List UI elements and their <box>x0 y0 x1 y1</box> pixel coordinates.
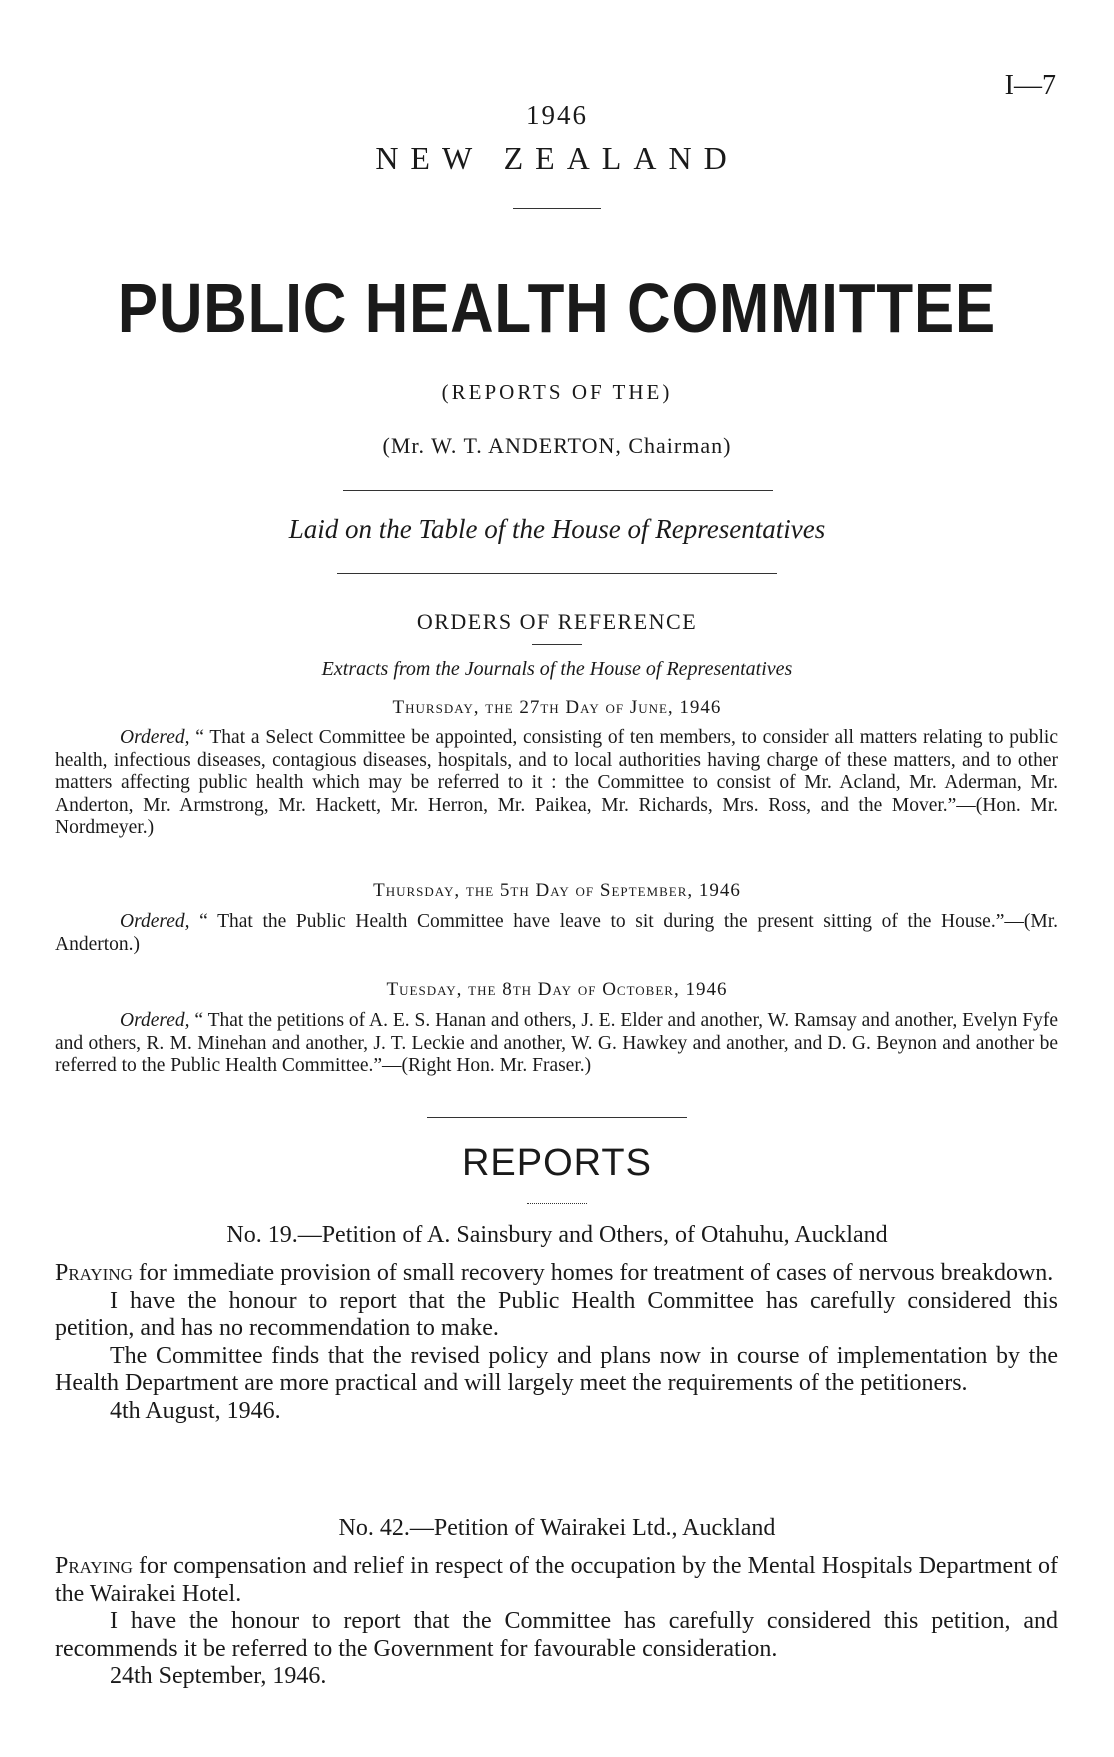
order-paragraph <box>55 1010 1058 1078</box>
divider <box>513 208 601 209</box>
report-paragraph: The Committee finds that the revised policy and plans now in course of implementation by the Health Department are more practical and will largely meet the requirements of the petitioners. <box>55 1342 1058 1396</box>
report-date: 24th September, 1946. <box>110 1663 327 1689</box>
country-name: NEW ZEALAND <box>375 140 739 176</box>
divider <box>343 490 773 491</box>
divider <box>337 573 777 574</box>
order-date: Tuesday, the 8th Day of October, 1946 <box>386 979 728 1000</box>
extracts-subheading: Extracts from the Journals of the House of Representatives <box>321 658 793 680</box>
praying-text: for immediate provision of small recovery homes for treatment of cases of nervous breakdown. <box>132 1260 1054 1286</box>
document-subtitle: (REPORTS OF THE) <box>441 380 673 404</box>
divider <box>527 1203 587 1204</box>
petition-report-body <box>55 1260 1058 1425</box>
petition-report-body <box>55 1553 1058 1691</box>
order-text: “ That the petitions of A. E. S. Hanan and others, J. E. Elder and another, W. Ramsay and another, Evelyn Fyfe and others, R. M. Minehan and another, J. T. Leckie and another, W. G. Hawkey and another, and D. G. Beynon and another be referred to the Public Health Committee.”—(Right Hon. Mr. Fraser.) <box>55 1010 1058 1076</box>
chairman-line: (Mr. W. T. ANDERTON, Chairman) <box>382 433 732 458</box>
order-paragraph <box>55 727 1058 840</box>
order-paragraph <box>55 911 1058 956</box>
report-paragraph: I have the honour to report that the Public Health Committee has carefully considered this petition, and has no recommendation to make. <box>55 1287 1058 1341</box>
ordered-label: Ordered, <box>120 1010 190 1031</box>
document-title: PUBLIC HEALTH COMMITTEE <box>117 269 997 347</box>
praying-label: Praying <box>55 1553 133 1579</box>
praying-paragraph <box>55 1553 1058 1608</box>
laid-on-table-line: Laid on the Table of the House of Representatives <box>288 514 826 544</box>
ordered-label: Ordered, <box>120 911 190 932</box>
divider <box>427 1117 687 1118</box>
order-text: “ That a Select Committee be appointed, consisting of ten members, to consider all matters relating to public health, infectious diseases, contagious diseases, hospitals, and to local authorities having charge of these matters, and to other matters affecting public health which may be referred to it : the Committee to consist of Mr. Acland, Mr. Aderman, Mr. Anderton, Mr. Armstrong, Mr. Hackett, Mr. Herron, Mr. Paikea, Mr. Richards, Mrs. Ross, and the Mover.”—(Hon. Mr. Nordmeyer.) <box>55 727 1058 838</box>
order-date: Thursday, the 5th Day of September, 1946 <box>373 880 741 901</box>
divider <box>532 644 582 645</box>
report-date: 4th August, 1946. <box>110 1397 281 1424</box>
praying-label: Praying <box>55 1260 133 1286</box>
order-text: “ That the Public Health Committee have leave to sit during the present sitting of the House.”—(Mr. Anderton.) <box>55 911 1058 955</box>
ordered-label: Ordered, <box>120 727 190 748</box>
petition-heading: No. 42.—Petition of Wairakei Ltd., Auckland <box>338 1515 776 1541</box>
orders-heading: ORDERS OF REFERENCE <box>416 609 698 634</box>
reports-heading: REPORTS <box>461 1142 652 1184</box>
report-year: 1946 <box>526 100 588 130</box>
praying-text: for compensation and relief in respect of the occupation by the Mental Hospitals Department of the Wairakei Hotel. <box>55 1553 1058 1607</box>
order-date: Thursday, the 27th Day of June, 1946 <box>392 697 722 718</box>
petition-heading: No. 19.—Petition of A. Sainsbury and Others, of Otahuhu, Auckland <box>226 1222 888 1248</box>
page-reference: I—7 <box>1004 70 1056 101</box>
praying-paragraph <box>55 1260 1058 1288</box>
report-paragraph: I have the honour to report that the Committee has carefully considered this petition, and recommends it be referred to the Government for favourable consideration. <box>55 1608 1058 1662</box>
